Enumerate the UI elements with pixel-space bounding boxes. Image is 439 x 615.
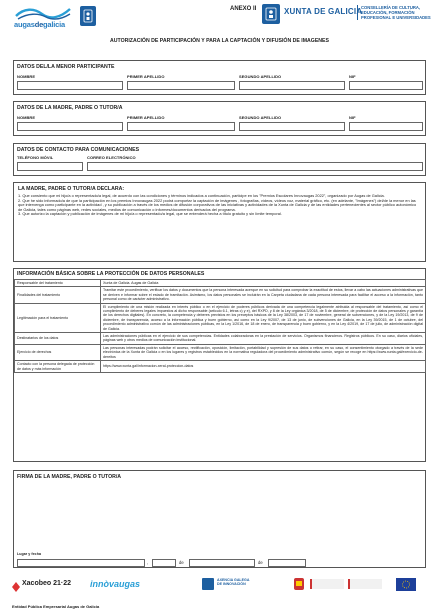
contact-section	[13, 143, 426, 176]
table-row	[15, 344, 426, 360]
parent-apellido1-label: PRIMER APELLIDO	[127, 115, 165, 120]
minor-nif-label: NIF	[349, 74, 356, 79]
row-key: Legitimación para el tratamiento	[15, 303, 101, 332]
table-row	[15, 361, 426, 373]
augas-de-galicia-logo	[12, 6, 76, 32]
xunta-shield-icon	[262, 4, 280, 24]
data-protection-link[interactable]: https://www.xunta.gal/informacion-xeral-proteccion-datos	[103, 364, 194, 369]
row-key: Responsable del tratamiento	[15, 280, 101, 287]
row-key: Destinatarios de los datos	[15, 333, 101, 345]
parent-nombre-field[interactable]	[17, 122, 123, 131]
minor-nombre-label: NOMBRE	[17, 74, 36, 79]
axencia-logo: AXENCIA GALEGA DE INNOVACIÓN	[217, 578, 250, 587]
correo-label: CORREO ELECTRÓNICO	[87, 155, 136, 160]
row-key: Contacto con la persona delegada de protección de datos y más información	[15, 361, 101, 373]
table-row	[15, 287, 426, 303]
data-protection-table	[14, 279, 426, 373]
de-sep-1: de	[179, 560, 184, 565]
comma-sep: ,	[147, 560, 149, 565]
parent-apellido2-field[interactable]	[239, 122, 345, 131]
parent-nombre-label: NOMBRE	[17, 115, 36, 120]
row-value[interactable]	[101, 361, 426, 373]
minor-data-section	[13, 60, 426, 95]
table-row	[15, 280, 426, 287]
parent-heading: DATOS DE LA MADRE, PADRE O TUTOR/A	[17, 105, 123, 111]
ministry-logo	[310, 579, 344, 589]
minor-apellido2-label: SEGUNDO APELLIDO	[239, 74, 282, 79]
footer-logos	[12, 576, 432, 594]
declaration-heading: LA MADRE, PADRE O TUTOR/A DECLARA:	[18, 186, 125, 192]
declaration-item: 1. Que consiento que mi hijo/a o representado/a legal, de acuerdo con las condiciones y términos indicados a continuación, participe en los "Premios Escolares Innovaugas 2022", organizado por Augas de Galicia.	[18, 193, 385, 198]
telefono-label: TELÉFONO MÓVIL	[17, 155, 54, 160]
minor-apellido1-label: PRIMER APELLIDO	[127, 74, 165, 79]
row-key: Ejercicio de derechos	[15, 344, 101, 360]
parent-apellido1-field[interactable]	[127, 122, 235, 131]
xacobeo-icon	[12, 579, 20, 589]
row-value: Xunta de Galicia. Augas de Galicia	[101, 280, 426, 287]
xunta-logo	[262, 4, 434, 26]
xunta-name: XUNTA DE GALICIA	[284, 7, 363, 16]
signature-section	[13, 470, 426, 568]
ministry-logo-2	[348, 579, 382, 589]
declaration-section	[13, 182, 426, 262]
data-protection-section	[13, 268, 426, 462]
data-protection-heading: INFORMACIÓN BÁSICA SOBRE LA PROTECCIÓN DE DATOS PERSONALES	[17, 271, 205, 277]
parent-apellido2-label: SEGUNDO APELLIDO	[239, 115, 282, 120]
correo-field[interactable]	[87, 162, 423, 171]
telefono-field[interactable]	[17, 162, 83, 171]
row-value: Tramitar este procedimiento, verificar los datos y documentos que la persona interesada acerque en su solicitud para comprobar la exactitud de estos, llevar a cabo las actuaciones administrativas que se deriven e informar sobre el estado de tramitación. Asimismo, los datos personales se incluirán en la Carpeta ciudadana de cada persona interesada para facilitar el acceso a la información, tanto personal como de carácter administrativo.	[101, 287, 426, 303]
row-value: Las personas interesadas podrán solicitar el acceso, rectificación, oposición, limitación, portabilidad y supresión de sus datos o retirar, en su caso, el consentimiento otorgado a través de la sede electrónica de la Xunta de Galicia o en los lugares y registros establecidos en la normativa reguladora del procedimiento administrativo común, según se recoge en https://www.xunta.gal/exercicio-de-dereitos	[101, 344, 426, 360]
parent-nif-field[interactable]	[349, 122, 423, 131]
year-field[interactable]	[268, 559, 306, 567]
minor-heading: DATOS DEL/LA MENOR PARTICIPANTE	[17, 64, 115, 70]
minor-apellido2-field[interactable]	[239, 81, 345, 90]
declaration-list	[18, 194, 421, 217]
signature-heading: FIRMA DE LA MADRE, PADRE O TUTOR/A	[17, 474, 122, 480]
contact-heading: DATOS DE CONTACTO PARA COMUNICACIONES	[17, 147, 140, 153]
parent-data-section	[13, 101, 426, 136]
row-key: Finalidades del tratamiento	[15, 287, 101, 303]
innovaugas-logo: innòvaugas	[90, 579, 141, 589]
month-field[interactable]	[189, 559, 255, 567]
logo-word-augas: augas	[14, 20, 35, 29]
place-field[interactable]	[17, 559, 145, 567]
table-row	[15, 333, 426, 345]
spain-shield-icon	[292, 577, 306, 591]
xacobeo-logo: Xacobeo 21·22	[22, 580, 72, 587]
place-date-label: Lugar y fecha	[17, 552, 42, 556]
axencia-icon	[202, 578, 214, 590]
xunta-department: CONSELLERÍA DE CULTURA, EDUCACIÓN, FORMACIÓN PROFESIONAL E UNIVERSIDADES	[357, 5, 435, 20]
table-row	[15, 303, 426, 332]
day-field[interactable]	[152, 559, 176, 567]
declaration-item: 3. Que autorizo la captación y publicación de imágenes de mi hijo/a o representado/a legal, que se entenderá hecha a título gratuito y sin límite temporal.	[18, 211, 282, 217]
declaration-item: 2. Que he sido informado/a de que la participación en los premios Innovaugas 2022 podrá comportar la captación de imágenes , fotografías, vídeos, vídeos voz, material gráfico, etc. (en adelante, "Imágenes") del/de la menor en las que intervenga como participante en la actividad , y su publicación a través de los medios de difusión corporativos de las iniciativas y actividades de la Xunta de Galicia y de las entidades pertenecientes al sector público autonómico de Galicia, tales como páginas web, redes sociales, medios de comunicación o informes/documentos derivados del programa.	[18, 197, 417, 212]
row-value: Las administraciones públicas en el ejercicio de sus competencias. Entidades colaboradoras en la prestación de servicios. Organismos financieros. Registros públicos. En su caso, diarios oficiales, páginas web y otros medios de comunicación institucional.	[101, 333, 426, 345]
minor-nif-field[interactable]	[349, 81, 423, 90]
minor-nombre-field[interactable]	[17, 81, 123, 90]
document-title: AUTORIZACIÓN DE PARTICIPACIÓN Y PARA LA CAPTACIÓN Y DIFUSIÓN DE IMAGENES	[110, 38, 329, 44]
row-value: El cumplimiento de una misión realizada en interés público o en el ejercicio de poderes públicos derivada de una competencia legalmente atribuida al responsable del tratamiento, así como el cumplimiento de deberes legales impuestos al dicho responsable (artículo 6.1, letras c) y e), del RXPD, y 8 de la Ley orgánica 3/2018, de 5 de diciembre, de protección de datos personales y garantía de los derechos digitales). En concreto, la competencia y deberes previstos en los preceptos básicos de la Ley 38/2003, de 17 de noviembre, general de subvenciones, y de la Ley 19/2013, de 9 de diciembre, de transparencia, acceso a la información pública y buen gobierno, así como en la Ley 9/2007, de 13 de junio, de subvenciones de Galicia, en la Ley 39/2015, de 1 de octubre, del procedimiento administrativo común de las administraciones públicas, en la Ley 1/2016, de 18 de enero, de transparencia y buen gobierno, y en la Ley 4/2019, de 17 de julio, de administración digital de Galicia.	[101, 303, 426, 332]
logo-word-de: de	[34, 20, 44, 29]
de-sep-2: de	[258, 560, 263, 565]
entity-footer: Entidad Pública Empresarial Augas de Galicia	[12, 604, 100, 609]
minor-apellido1-field[interactable]	[127, 81, 235, 90]
galicia-shield-icon	[80, 6, 96, 26]
parent-nif-label: NIF	[349, 115, 356, 120]
annex-label: ANEXO II	[230, 6, 257, 12]
eu-flag-icon	[396, 578, 416, 591]
wave-icon	[14, 6, 72, 20]
logo-word-galicia: galicia	[43, 20, 65, 29]
